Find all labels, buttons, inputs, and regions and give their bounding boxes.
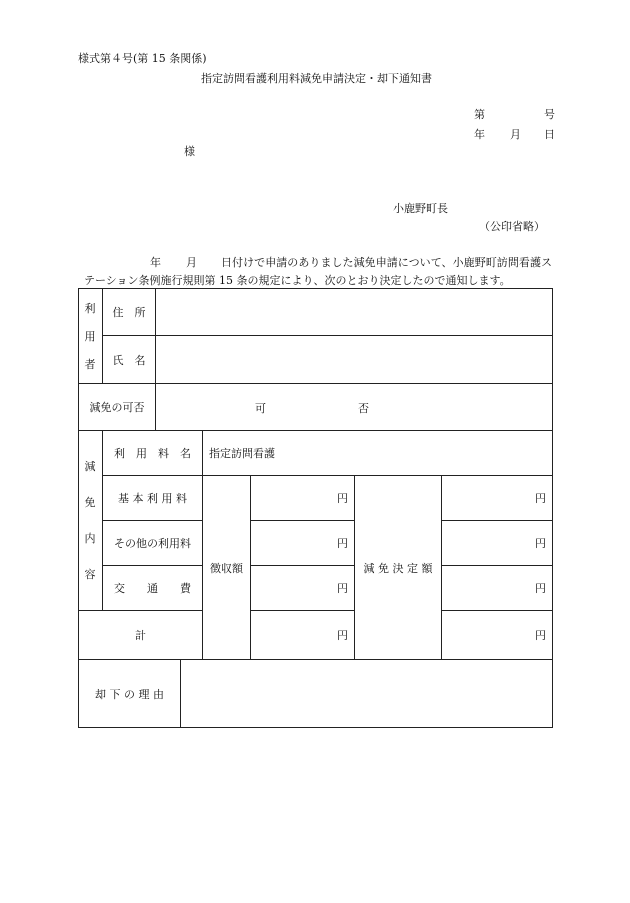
body-line-2: テーション条例施行規則第 15 条の規定により、次のとおり決定したので通知します。 <box>84 274 511 287</box>
recipient-suffix: 様 <box>184 145 195 158</box>
decided-transport-yen[interactable]: 円 <box>535 582 546 595</box>
fee-name-label: 利 用 料 名 <box>114 447 191 460</box>
reduction-group-label: 減 免 内 容 <box>84 460 96 581</box>
decided-other-fee-yen[interactable]: 円 <box>535 537 546 550</box>
total-label: 計 <box>135 629 146 642</box>
collected-total-yen[interactable]: 円 <box>337 629 348 642</box>
approval-label: 減免の可否 <box>89 401 145 414</box>
address-label: 住 所 <box>112 305 146 319</box>
date-day-label: 日 <box>544 128 555 141</box>
collected-amount-label: 徴収額 <box>210 561 243 575</box>
other-fee-label: その他の利用料 <box>114 537 191 550</box>
decided-base-fee-yen[interactable]: 円 <box>535 492 546 505</box>
date-month-label: 月 <box>510 128 521 141</box>
decided-total-yen[interactable]: 円 <box>535 629 546 642</box>
seal-note: （公印省略） <box>479 220 545 233</box>
name-field[interactable] <box>156 336 552 383</box>
collected-other-fee-yen[interactable]: 円 <box>337 537 348 550</box>
fee-name-value: 指定訪問看護 <box>209 447 275 460</box>
collected-base-fee-yen[interactable]: 円 <box>337 492 348 505</box>
address-field[interactable] <box>156 289 552 335</box>
reject-option[interactable]: 否 <box>358 402 369 415</box>
document-title: 指定訪問看護利用料減免申請決定・却下通知書 <box>201 72 432 85</box>
approve-option[interactable]: 可 <box>255 402 266 415</box>
body-year-label: 年 <box>150 256 161 269</box>
date-year-label: 年 <box>474 128 485 141</box>
rejection-reason-field[interactable] <box>181 660 552 727</box>
number-label-dai: 第 <box>474 108 485 121</box>
number-label-go: 号 <box>544 108 555 121</box>
rejection-reason-label: 却 下 の 理 由 <box>95 687 164 701</box>
base-fee-label: 基 本 利 用 料 <box>118 492 187 505</box>
collected-transport-yen[interactable]: 円 <box>337 582 348 595</box>
body-line-1: 日付けで申請のありました減免申請について、小鹿野町訪問看護ス <box>221 256 553 269</box>
user-group-label: 利 用 者 <box>84 302 96 371</box>
transport-label: 交 通 費 <box>114 582 191 595</box>
decided-amount-label: 減 免 決 定 額 <box>363 561 433 575</box>
form-number: 様式第４号(第 15 条関係) <box>78 52 207 65</box>
body-month-label: 月 <box>186 256 197 269</box>
name-label: 氏 名 <box>112 353 146 367</box>
issuer-name: 小鹿野町長 <box>393 202 448 215</box>
